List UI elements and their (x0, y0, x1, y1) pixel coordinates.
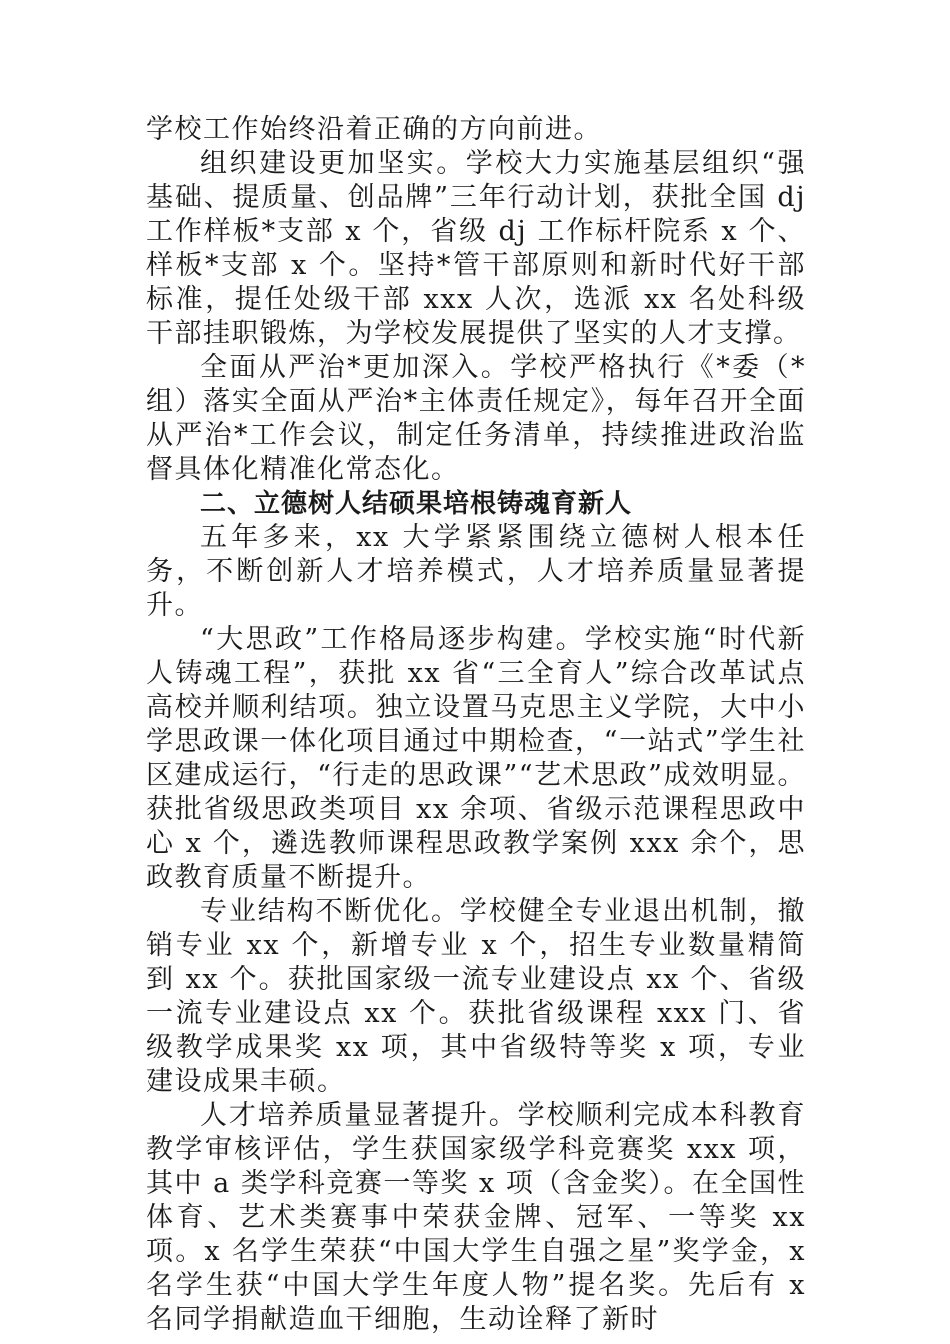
paragraph-ideology: “大思政”工作格局逐步构建。学校实施“时代新人铸魂工程”，获批 xx 省“三全育人”综合改革试点高校并顺利结项。独立设置马克思主义学院，大中小学思政课一体化项目通过中期检查，“一站式”学生社区建成运行，“行走的思政课”“艺术思政”成效明显。获批省级思政类项目 xx 余项、省级示范课程思政中心 x 个，遴选教师课程思政教学案例 xxx 余个，思政教育质量不断提升。 (146, 624, 806, 893)
document-page (146, 113, 806, 1337)
section-heading: 二、立德树人结硕果培根铸魂育新人 (200, 489, 633, 519)
paragraph-five-years: 五年多来，xx 大学紧紧围绕立德树人根本任务，不断创新人才培养模式，人才培养质量显著提升。 (146, 522, 806, 621)
paragraph-major-structure: 专业结构不断优化。学校健全专业退出机制，撤销专业 xx 个，新增专业 x 个，招生专业数量精简到 xx 个。获批国家级一流专业建设点 xx 个、省级一流专业建设点 xx 个。获批省级课程 xxx 门、省级教学成果奖 xx 项，其中省级特等奖 x 项，专业建设成果丰硕。 (146, 896, 806, 1097)
paragraph-discipline: 全面从严治*更加深入。学校严格执行《*委（*组）落实全面从严治*主体责任规定》，每年召开全面从严治*工作会议，制定任务清单，持续推进政治监督具体化精准化常态化。 (146, 352, 806, 485)
paragraph-talent-quality: 人才培养质量显著提升。学校顺利完成本科教育教学审核评估，学生获国家级学科竞赛奖 xxx 项，其中 a 类学科竞赛一等奖 x 项（含金奖）。在全国性体育、艺术类赛事中荣获金牌、冠军、一等奖 xx 项。x 名学生荣获“中国大学生自强之星”奖学金，x 名学生获“中国大学生年度人物”提名奖。先后有 x 名同学捐献造血干细胞，生动诠释了新时 (146, 1100, 806, 1335)
paragraph-intro-continuation: 学校工作始终沿着正确的方向前进。 (146, 114, 602, 145)
paragraph-organization: 组织建设更加坚实。学校大力实施基层组织“强基础、提质量、创品牌”三年行动计划，获批全国 dj 工作样板*支部 x 个，省级 dj 工作标杆院系 x 个、样板*支部 x 个。坚持*管干部原则和新时代好干部标准，提任处级干部 xxx 人次，选派 xx 名处科级干部挂职锻炼，为学校发展提供了坚实的人才支撑。 (146, 148, 806, 349)
